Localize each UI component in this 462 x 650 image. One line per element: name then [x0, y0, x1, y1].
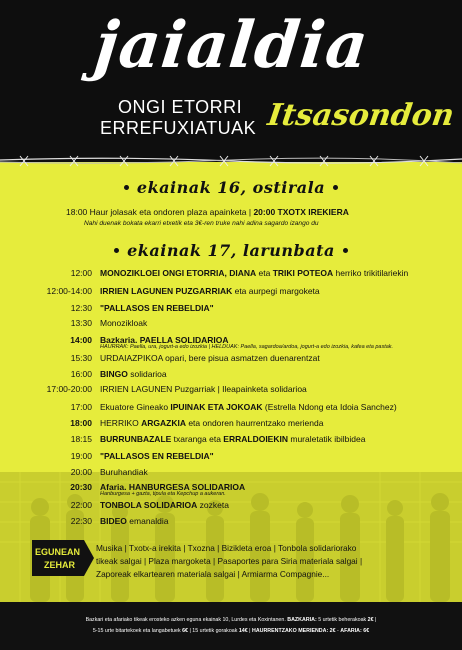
- schedule-highlight: MONOZIKLOEI ONGI ETORRIA, DIANA: [100, 268, 257, 278]
- schedule-highlight: TRIKI POTEOA: [272, 268, 334, 278]
- schedule-text: eta ondoren haurrentzako merienda: [185, 418, 324, 428]
- schedule-highlight: BURRUNBAZALE: [100, 434, 172, 444]
- schedule-row: [0, 353, 462, 367]
- schedule-time: 12:00: [70, 268, 92, 278]
- schedule-text: emanaldia: [126, 516, 169, 526]
- schedule-row: [0, 467, 462, 481]
- schedule-description: [100, 286, 320, 296]
- poster-header: [0, 0, 462, 162]
- friday-activities: 18:00 Haur jolasak eta ondoren plaza apainketa |: [66, 207, 254, 217]
- footer-price: 14€: [238, 628, 248, 634]
- all-day-line-3: Zaporeak elkartearen materiala salgai | Armiarma Compagnie...: [96, 569, 330, 579]
- schedule-row: [0, 402, 462, 416]
- schedule-highlight: ERRALDOIEKIN: [223, 434, 288, 444]
- event-title: jaialdia: [91, 8, 373, 83]
- schedule-text: Buruhandiak: [100, 467, 148, 477]
- schedule-text: HERRIKO: [100, 418, 142, 428]
- bullet-dot: [124, 185, 129, 190]
- schedule-row: [0, 418, 462, 432]
- schedule-description: [100, 369, 167, 379]
- schedule-text: muraletatik ibilbidea: [288, 434, 366, 444]
- bullet-dot: [343, 248, 348, 253]
- schedule-description: [100, 402, 397, 412]
- schedule-highlight: "PALLASOS EN REBELDIA": [100, 451, 214, 461]
- welcome-line: ONGI ETORRI: [118, 97, 243, 117]
- schedule-row: [0, 286, 462, 300]
- bullet-dot: [114, 248, 119, 253]
- friday-title: ekainak 16, ostirala: [136, 178, 326, 197]
- egunean-zehar-badge: [32, 540, 84, 576]
- schedule-row: [0, 516, 462, 530]
- footer-line-1: [0, 617, 462, 623]
- schedule-description: [100, 303, 214, 313]
- schedule-row: [0, 482, 462, 496]
- schedule-text: (Estrella Ndong eta Idoia Sanchez): [262, 402, 397, 412]
- saturday-heading: [0, 241, 462, 260]
- schedule-text: Monozikloak: [100, 318, 148, 328]
- schedule-text: Ekuatore Gineako: [100, 402, 171, 412]
- footer-text: Bazkari eta afariako tikeak erosteko azken eguna ekainak 10, Lurdes eta Koxintanen.: [85, 617, 288, 623]
- schedule-note: HAURRAK: Paella, ura, jogurt-a edo izozkia | HELDUAK: Paella, sagardoa/ardoa, jogurt-a edo izozkia, kafea eta pastak.: [100, 344, 394, 350]
- friday-line-1: [66, 207, 349, 217]
- schedule-text: txaranga eta: [171, 434, 224, 444]
- schedule-note: Hanburgesa + gazta, tipula eta Kepchup a aukeran.: [100, 491, 226, 497]
- schedule-highlight: IRRIEN LAGUNEN PUZGARRIAK: [100, 286, 233, 296]
- schedule-time: 15:30: [70, 353, 92, 363]
- footer-text: 5-15 urte bitartekoek eta langabetuek: [92, 628, 183, 634]
- footer-price: 2€: [367, 617, 374, 623]
- schedule-time: 17:00: [70, 402, 92, 412]
- schedule-time: 14:00: [70, 335, 92, 345]
- schedule-row: [0, 318, 462, 332]
- schedule-highlight: IPUINAK ETA JOKOAK: [170, 402, 263, 412]
- schedule-description: [100, 451, 214, 461]
- schedule-row: [0, 500, 462, 514]
- badge-label-2: ZEHAR: [44, 560, 75, 570]
- schedule-highlight: Afaria. HANBURGESA SOLIDARIOA: [100, 482, 246, 492]
- schedule-highlight: BIDEO: [100, 516, 127, 526]
- schedule-time: 16:00: [70, 369, 92, 379]
- schedule-time: 20:00: [70, 467, 92, 477]
- schedule-description: [100, 434, 365, 444]
- schedule-description: [100, 268, 408, 278]
- schedule-highlight: BINGO: [100, 369, 128, 379]
- town-name: Itsasondon: [265, 98, 457, 133]
- schedule-description: [100, 318, 147, 328]
- schedule-text: zozketa: [197, 500, 229, 510]
- schedule-highlight: Bazkaria. PAELLA SOLIDARIOA: [100, 335, 229, 345]
- schedule-description: [100, 418, 323, 428]
- schedule-row: [0, 451, 462, 465]
- schedule-row: [0, 335, 462, 349]
- schedule-time: 18:00: [70, 418, 92, 428]
- schedule-text: herriko trikitilariekin: [333, 268, 409, 278]
- schedule-time: 22:30: [70, 516, 92, 526]
- schedule-description: [100, 500, 229, 510]
- schedule-time: 22:00: [70, 500, 92, 510]
- badge-arrow: [84, 540, 94, 576]
- schedule-row: [0, 369, 462, 383]
- badge-label-1: EGUNEAN: [35, 547, 81, 557]
- schedule-description: [100, 353, 320, 363]
- schedule-text: eta: [256, 268, 273, 278]
- schedule-time: 19:00: [70, 451, 92, 461]
- footer-bold: AFARIA: 6€: [340, 628, 370, 634]
- friday-line-2: Nahi duenak bokata ekarri etxetik eta 3€-ren truke nahi adina sagardo izango du: [84, 220, 319, 227]
- friday-txotx: 20:00 TXOTX IREKIERA: [253, 207, 349, 217]
- schedule-time: 12:00-14:00: [46, 286, 92, 296]
- schedule-time: 18:15: [70, 434, 92, 444]
- bullet-dot: [333, 185, 338, 190]
- footer-text: 5 urtetik beherakoak: [316, 617, 368, 623]
- footer-bold: BAZKARIA:: [287, 617, 317, 623]
- schedule-description: [100, 467, 148, 477]
- footer-bold: HAURRENTZAKO MERIENDA: 2€: [252, 628, 336, 634]
- friday-heading: [0, 178, 462, 197]
- schedule-time: 20:30: [70, 482, 92, 492]
- footer-text: |: [373, 617, 377, 623]
- all-day-line-1: Musika | Txotx-a irekita | Txozna | Bizikleta eroa | Tonbola solidariorako: [96, 543, 357, 553]
- schedule-highlight: ARGAZKIA: [141, 418, 186, 428]
- schedule-highlight: "PALLASOS EN REBELDIA": [100, 303, 214, 313]
- refugees-line: ERREFUXIATUAK: [100, 118, 257, 138]
- schedule-time: 17:00-20:00: [46, 384, 92, 394]
- schedule-row: [0, 303, 462, 317]
- barbed-wire-divider: [0, 152, 462, 170]
- schedule-text: solidarioa: [127, 369, 167, 379]
- footer-text: | 15 urtetik gorakoak: [187, 628, 239, 634]
- footer-text: -: [335, 628, 341, 634]
- footer-price: 6€: [182, 628, 188, 634]
- saturday-title: ekainak 17, larunbata: [127, 241, 335, 260]
- schedule-description: [100, 384, 307, 394]
- schedule-text: eta aurpegi margoketa: [232, 286, 320, 296]
- schedule-text: IRRIEN LAGUNEN Puzgarriak | Ileapainketa solidarioa: [100, 384, 307, 394]
- schedule-text: URDAIAZPIKOA opari, bere pisua asmatzen duenarentzat: [100, 353, 320, 363]
- footer-line-2: [0, 628, 462, 634]
- footer-text: |: [247, 628, 252, 634]
- schedule-time: 12:30: [70, 303, 92, 313]
- schedule-row: [0, 268, 462, 282]
- schedule-description: [100, 516, 169, 526]
- schedule-highlight: TONBOLA SOLIDARIOA: [100, 500, 198, 510]
- schedule-time: 13:30: [70, 318, 92, 328]
- schedule-row: [0, 434, 462, 448]
- all-day-line-2: tikeak salgai | Plaza margoketa | Pasaportes para Siria materiala salgai |: [96, 556, 363, 566]
- poster-footer: [0, 602, 462, 650]
- schedule-row: [0, 384, 462, 398]
